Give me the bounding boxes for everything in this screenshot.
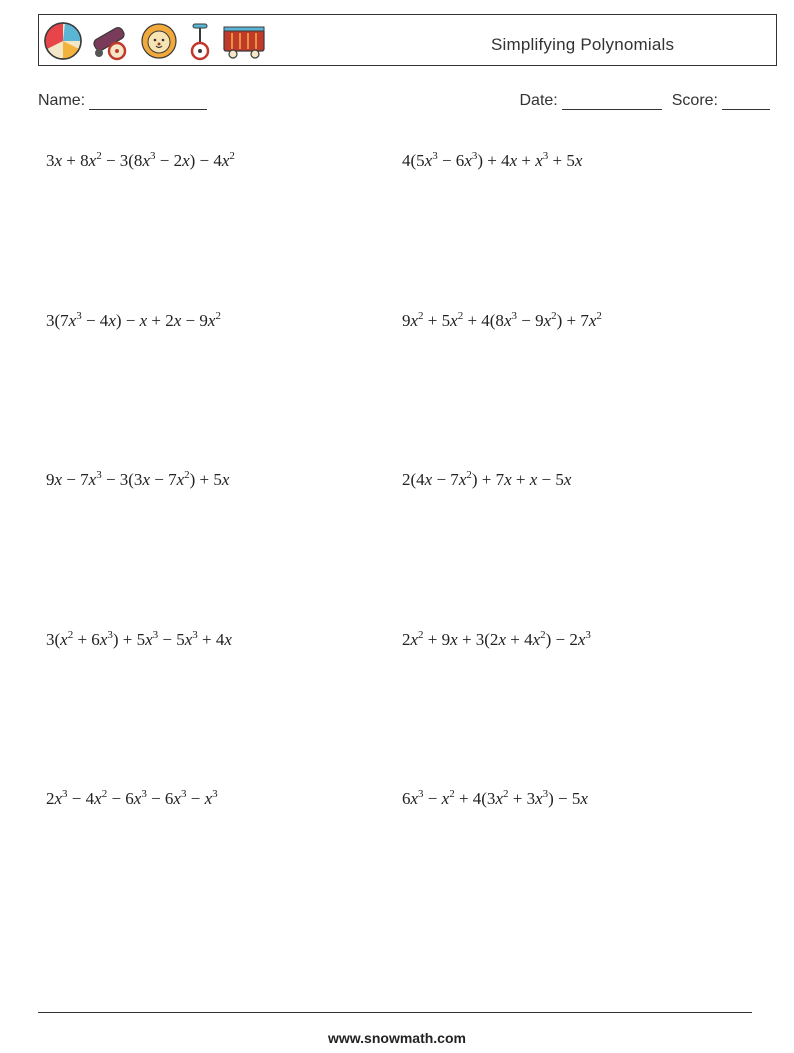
problem-2: $4(5x^3 - 6x^3) + 4x + x^3 + 5x$ [402,150,583,170]
footer-divider [38,1012,752,1013]
problem-4: $9x^2 + 5x^2 + 4(8x^3 - 9x^2) + 7x^2$ [402,309,602,330]
score-blank[interactable] [722,93,770,110]
problem-8: $2x^2 + 9x + 3(2x + 4x^2) - 2x^3$ [402,628,591,649]
worksheet-title: Simplifying Polynomials [491,35,675,54]
problem-7: $3(x^2 + 6x^3) + 5x^3 - 5x^3 + 4x$ [46,628,232,649]
date-score-fields [520,92,771,110]
name-label: Name: [38,92,86,109]
unicycle-icon [185,21,215,61]
cannon-icon [89,21,133,61]
header-icons [43,21,267,61]
footer-website: www.snowmath.com [328,1030,466,1046]
problem-5: $9x - 7x^3 - 3(3x - 7x^2) + 5x$ [46,469,230,489]
score-field[interactable] [672,92,770,110]
worksheet-header [38,14,777,66]
date-field[interactable] [520,92,662,110]
problem-1: $3x + 8x^2 - 3(8x^3 - 2x) - 4x^2$ [46,150,235,170]
circus-wagon-icon [221,21,267,61]
problem-9: $2x^3 - 4x^2 - 6x^3 - 6x^3 - x^3$ [46,788,218,808]
name-field[interactable] [38,92,207,110]
lion-icon [139,21,179,61]
date-blank[interactable] [562,93,662,110]
beach-ball-icon [43,21,83,61]
score-label: Score: [671,92,718,109]
name-blank[interactable] [89,93,207,110]
problem-10: $6x^3 - x^2 + 4(3x^2 + 3x^3) - 5x$ [402,788,588,808]
date-label: Date: [519,92,558,109]
problem-3: $3(7x^3 - 4x) - x + 2x - 9x^2$ [46,309,221,330]
problem-6: $2(4x - 7x^2) + 7x + x - 5x$ [402,469,572,489]
